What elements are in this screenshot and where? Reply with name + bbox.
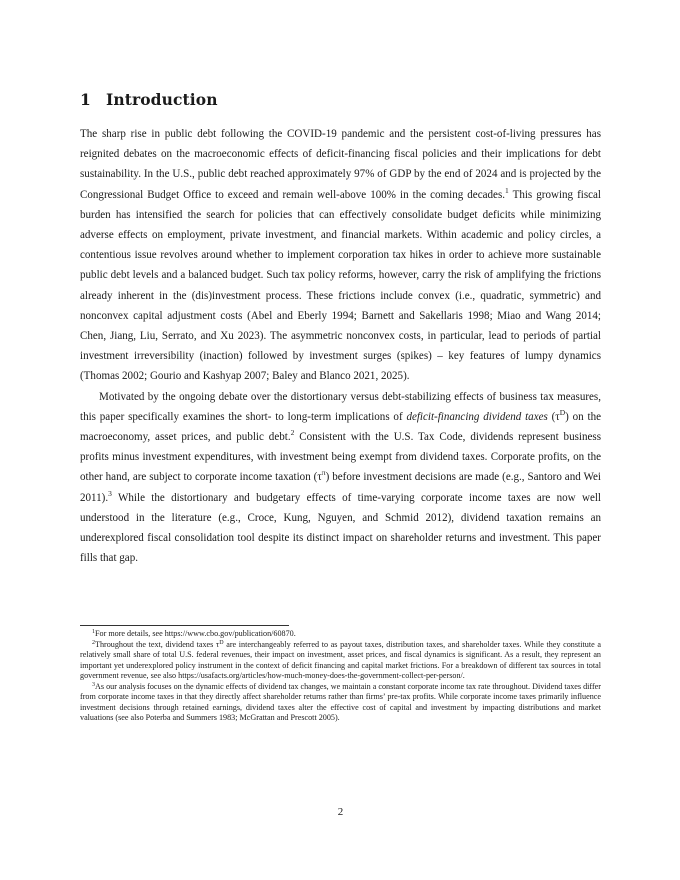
paragraph-2 bbox=[80, 387, 601, 569]
footnote-1-mark: 1 bbox=[92, 629, 95, 635]
paragraph-1-text-a: The sharp rise in public debt following the COVID-19 pandemic and the persistent cost-of-living pressures has reignited debates on the macroeconomic effects of deficit-financing fiscal policies and their implications for debt sustainability. In the U.S., public debt reached approximately 97% of GDP by the end of 2024 and is projected by the Congressional Budget Office to exceed and remain well-above 100% in the coming decades. bbox=[80, 128, 601, 201]
footnote-3-text: As our analysis focuses on the dynamic effects of dividend tax changes, we maintain a constant corporate income tax rate throughout. Dividend taxes differ from corporate income taxes in that they directly affect shareholder returns rather than firms’ pre-tax profits. While corporate income taxes primarily influence investment decisions through retained earnings, dividend taxes alter the effective cost of capital and investment by impacting distributions and market valuations (see also Poterba and Summers 1983; McGrattan and Prescott 2005). bbox=[80, 681, 601, 722]
footnote-marker-3[interactable]: 3 bbox=[108, 488, 112, 498]
footnote-divider bbox=[80, 625, 289, 626]
footnote-2 bbox=[80, 640, 601, 682]
footnote-3 bbox=[80, 682, 601, 724]
section-heading bbox=[80, 90, 218, 109]
paragraph-1-text-b: This growing fiscal burden has intensified the search for policies that can effectively consolidate budget deficits while minimizing adverse effects on employment, private investment, and financial markets. Within academic and policy circles, a contentious issue revolves around whether to implement corporation tax hikes in order to achieve more sustainable public debt levels and a balanced budget. Such tax policy reforms, however, carry the risk of amplifying the frictions already inherent in the (dis)investment process. These frictions include convex (i.e., quadratic, symmetric) and nonconvex capital adjustment costs (Abel and Eberly 1994; Barnett and Sakellaris 1998; Miao and Wang 2014; Chen, Jiang, Liu, Serrato, and Xu 2023). The asymmetric nonconvex costs, in particular, lead to periods of partial investment irreversibility (inaction) followed by investment surges (spikes) – key features of lumpy dynamics (Thomas 2002; Gourio and Kashyap 2007; Baley and Blanco 2021, 2025). bbox=[80, 188, 602, 383]
footnote-2-mark: 2 bbox=[92, 639, 95, 646]
page-number: 2 bbox=[337, 806, 344, 818]
footnote-1 bbox=[80, 629, 601, 640]
italic-term: deficit-financing dividend taxes bbox=[406, 410, 548, 423]
paragraph-2-text-c: ) on the macroeconomy, asset prices, and public debt. bbox=[80, 410, 602, 444]
footnote-marker-1[interactable]: 1 bbox=[505, 185, 509, 195]
footnote-2-text-b: are interchangeably referred to as payout taxes, distribution taxes, and shareholder taxes. While they constitute a relatively small share of total U.S. federal revenues, their impact on investment, asset prices, and fiscal dynamics is significant. As a result, they represent an important yet underexplored policy instrument in the context of deficit financing and capital market frictions. For a breakdown of different tax sources in total government revenue, see also https://usafacts.org/articles/how-much-money-does-the-government-collect-per-person/. bbox=[80, 639, 601, 680]
footnote-3-mark: 3 bbox=[92, 681, 95, 688]
footnotes bbox=[80, 625, 601, 724]
paragraph-2-text-e: ) before investment decisions are made (e.g., Santoro and Wei 2011). bbox=[80, 471, 602, 504]
body-text bbox=[80, 124, 601, 568]
tau-d-superscript: D bbox=[559, 407, 566, 417]
paragraph-2-text-a: Motivated by the ongoing debate over the distortionary versus debt-stabilizing effects of business tax measures, this paper specifically examines the short- to long-term implications of bbox=[80, 390, 601, 423]
footnote-2-superscript: D bbox=[219, 639, 224, 646]
tau-pi-superscript: π bbox=[321, 468, 326, 478]
paragraph-2-text-b: (τ bbox=[547, 410, 560, 423]
footnote-1-text: For more details, see https://www.cbo.gov/publication/60870. bbox=[95, 629, 296, 638]
paragraph-2-text-d: Consistent with the U.S. Tax Code, dividends represent business profits minus investment expenditures, with investment being exempt from dividend taxes. Corporate profits, on the other hand, are subject to corporate income taxation (τ bbox=[80, 431, 601, 484]
paragraph-1 bbox=[80, 124, 601, 387]
footnote-marker-2[interactable]: 2 bbox=[290, 428, 295, 438]
footnote-2-text-a: Throughout the text, dividend taxes τ bbox=[95, 639, 220, 649]
section-number: 1 bbox=[80, 90, 91, 109]
paragraph-2-text-f: While the distortionary and budgetary effects of time-varying corporate income taxes are now well understood in the literature (e.g., Croce, Kung, Nguyen, and Schmid 2012), dividend taxation remains an underexplored fiscal consolidation tool despite its distinct impact on shareholder returns and investment. This paper fills that gap. bbox=[80, 491, 601, 565]
section-title: Introduction bbox=[106, 90, 218, 109]
